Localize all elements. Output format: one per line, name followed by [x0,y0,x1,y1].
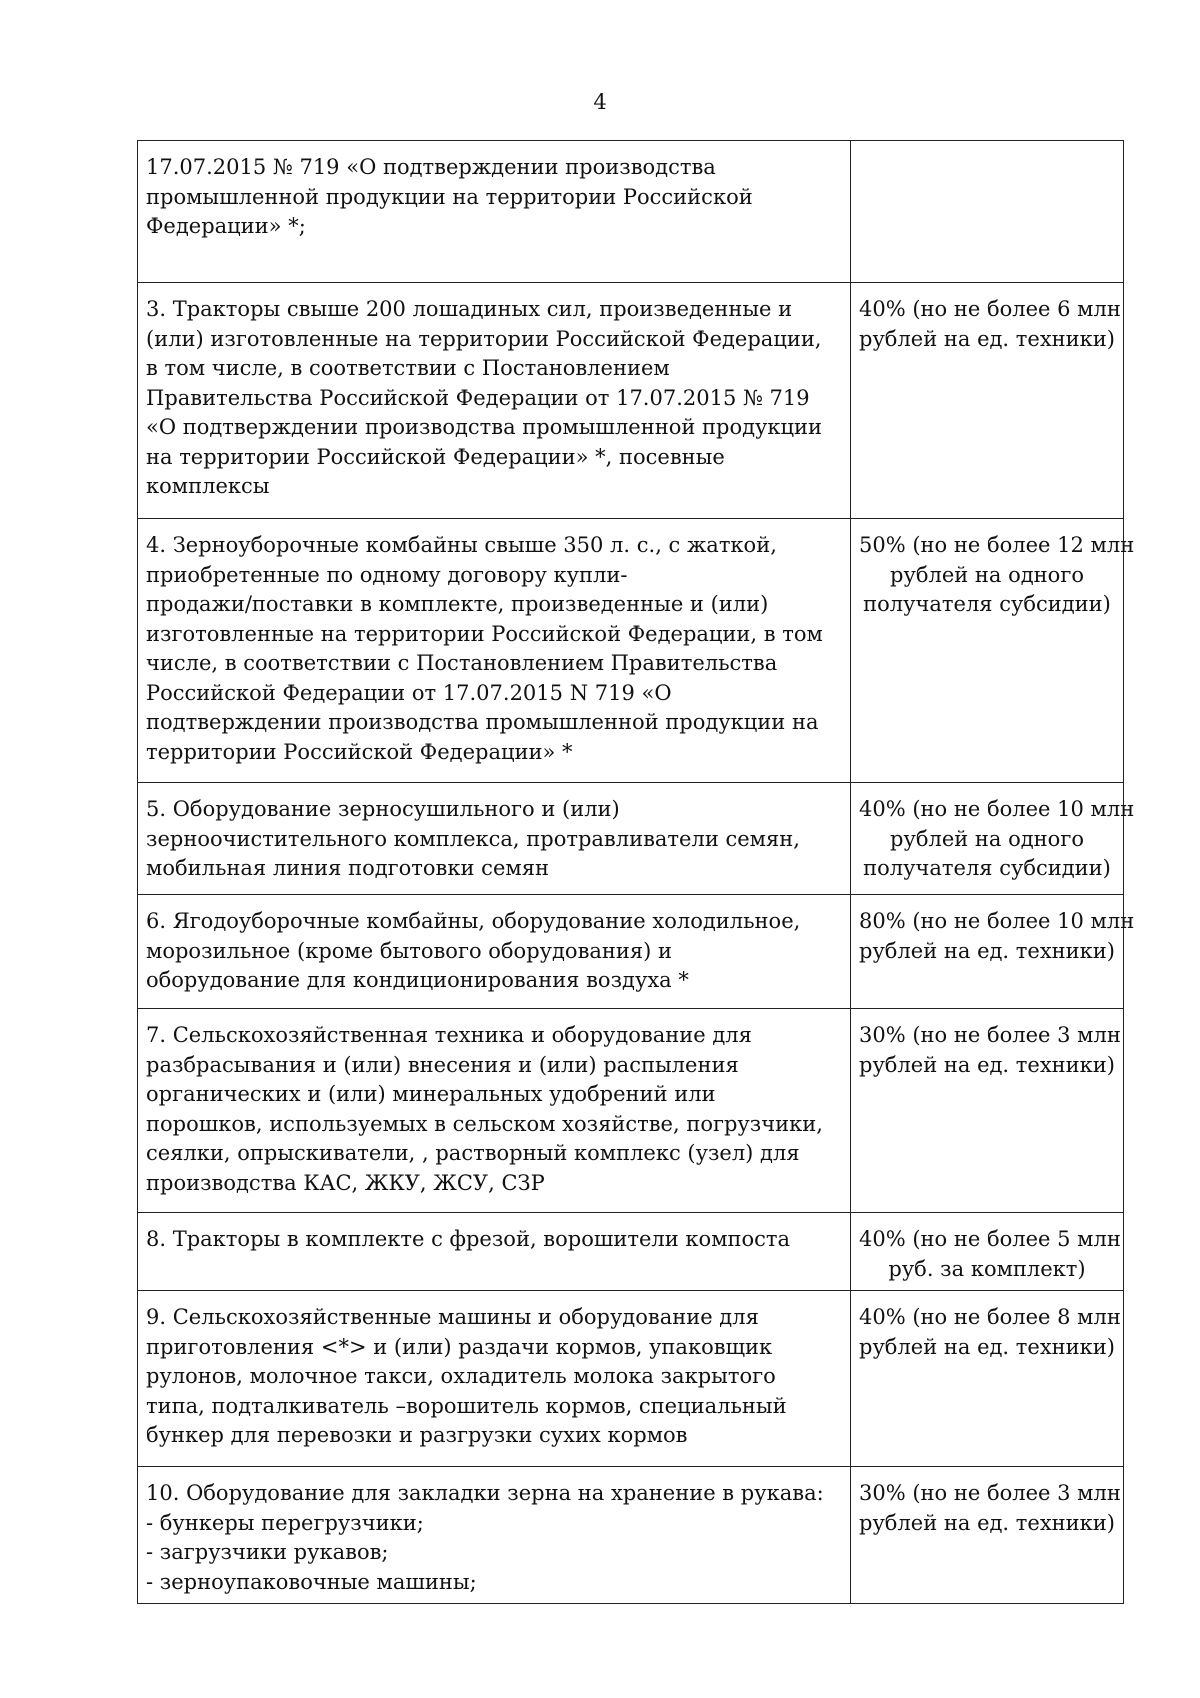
subsidy-rate-cell [851,1291,1124,1467]
rate-line: рублей на ед. техники) [859,326,1115,351]
description-line: зерноочистительного комплекса, протравливатели семян, [146,826,800,851]
rate-line: руб. за комплект) [888,1256,1086,1281]
description-line: «О подтверждении производства промышленной продукции [146,415,823,439]
description-line: - загрузчики рукавов; [146,1540,389,1564]
description-line: оборудование для кондиционирования воздуха * [146,968,689,992]
subsidy-rate-cell [851,1467,1124,1604]
subsidy-rate-cell [851,141,1124,283]
equipment-description-cell [138,783,851,895]
description-line: 7. Сельскохозяйственная техника и оборудование для [146,1023,752,1047]
rate-line: 40% (но не более 10 млн [859,797,1135,821]
equipment-description-cell [138,283,851,519]
description-line: Правительства Российской Федерации от 17.07.2015 № 719 [146,385,810,410]
rate-line: получателя субсидии) [863,856,1111,880]
equipment-description-cell [138,519,851,783]
table-body [138,141,1135,1604]
description-line: 5. Оборудование зерносушильного и (или) [146,797,620,821]
description-line: производства КАС, ЖКУ, ЖСУ, СЗР [146,1170,545,1195]
table-row [138,519,1124,783]
table-row [138,141,1124,283]
rate-line: 40% (но не более 6 млн [859,297,1121,321]
description-line: - зерноупаковочные машины; [146,1569,477,1594]
subsidy-rate-cell [851,783,1135,895]
rate-line: рублей на ед. техники) [859,1510,1115,1535]
description-line: продажи/поставки в комплекте, произведенные и (или) [146,592,769,616]
description-line: подтверждении производства промышленной продукции на [146,710,819,734]
rate-line: рублей на ед. техники) [859,1334,1115,1359]
subsidy-rate-cell [851,895,1135,1009]
equipment-description-cell [138,1467,851,1604]
description-line: порошков, используемых в сельском хозяйстве, погрузчики, [146,1111,823,1136]
description-line: мобильная линия подготовки семян [146,856,549,880]
description-line: приготовления <*> и (или) раздачи кормов, упаковщик [146,1334,773,1359]
subsidy-rate-cell [851,283,1124,519]
description-line: - бункеры перегрузчики; [146,1510,424,1535]
rate-line: рублей на одного [890,562,1084,587]
description-line: 10. Оборудование для закладки зерна на хранение в рукава: [146,1481,824,1505]
description-line: промышленной продукции на территории Российской [146,184,753,209]
subsidy-table [137,140,1135,1604]
equipment-description-cell [138,141,851,283]
description-line: 8. Тракторы в комплекте с фрезой, ворошители компоста [146,1227,791,1251]
table-row [138,783,1124,895]
description-line: (или) изготовленные на территории Российской Федерации, [146,326,822,351]
description-line: бункер для перевозки и разгрузки сухих кормов [146,1423,688,1447]
equipment-description-cell [138,1213,851,1291]
description-line: Российской Федерации от 17.07.2015 N 719 «О [146,680,672,705]
equipment-description-cell [138,1009,851,1213]
table-row [138,895,1124,1009]
description-line: 3. Тракторы свыше 200 лошадиных сил, произведенные и [146,297,793,321]
description-line: морозильное (кроме бытового оборудования) и [146,938,673,963]
table-row [138,283,1124,519]
table-row [138,1213,1124,1291]
description-line: приобретенные по одному договору купли- [146,562,628,587]
rate-line: получателя субсидии) [863,592,1111,616]
description-line: типа, подталкиватель –ворошитель кормов, специальный [146,1393,787,1418]
subsidy-rate-cell [851,519,1135,783]
description-line: территории Российской Федерации» * [146,739,573,764]
rate-line: 40% (но не более 5 млн [859,1227,1121,1251]
table-row [138,1291,1124,1467]
description-line: 9. Сельскохозяйственные машины и оборудование для [146,1305,759,1329]
description-line: 4. Зерноуборочные комбайны свыше 350 л. с., с жаткой, [146,533,777,557]
subsidy-rate-cell [851,1009,1124,1213]
description-line: Федерации» *; [146,214,306,238]
table-row [138,1467,1124,1604]
description-line: органических и (или) минеральных удобрений или [146,1082,716,1106]
description-line: комплексы [146,474,270,498]
page-number: 4 [593,90,607,114]
equipment-description-cell [138,895,851,1009]
description-line: 17.07.2015 № 719 «О подтверждении производства [146,155,716,179]
description-line: на территории Российской Федерации» *, посевные [146,444,725,469]
rate-line: 30% (но не более 3 млн [859,1023,1121,1047]
description-line: 6. Ягодоуборочные комбайны, оборудование холодильное, [146,909,801,933]
rate-line: 40% (но не более 8 млн [859,1305,1121,1329]
description-line: рулонов, молочное такси, охладитель молока закрытого [146,1364,776,1388]
table-row [138,1009,1124,1213]
description-line: в том числе, в соответствии с Постановлением [146,356,670,380]
description-line: разбрасывания и (или) внесения и (или) распыления [146,1052,739,1077]
rate-line: рублей на ед. техники) [859,938,1115,963]
equipment-description-cell [138,1291,851,1467]
subsidy-rate-cell [851,1213,1124,1291]
rate-line: рублей на ед. техники) [859,1052,1115,1077]
rate-line: 80% (но не более 10 млн [859,909,1135,933]
rate-line: рублей на одного [890,826,1084,851]
rate-line: 30% (но не более 3 млн [859,1481,1121,1505]
rate-line: 50% (но не более 12 млн [859,533,1135,557]
description-line: числе, в соответствии с Постановлением Правительства [146,651,778,675]
description-line: изготовленные на территории Российской Федерации, в том [146,621,823,646]
description-line: сеялки, опрыскиватели, , растворный комплекс (узел) для [146,1141,800,1165]
